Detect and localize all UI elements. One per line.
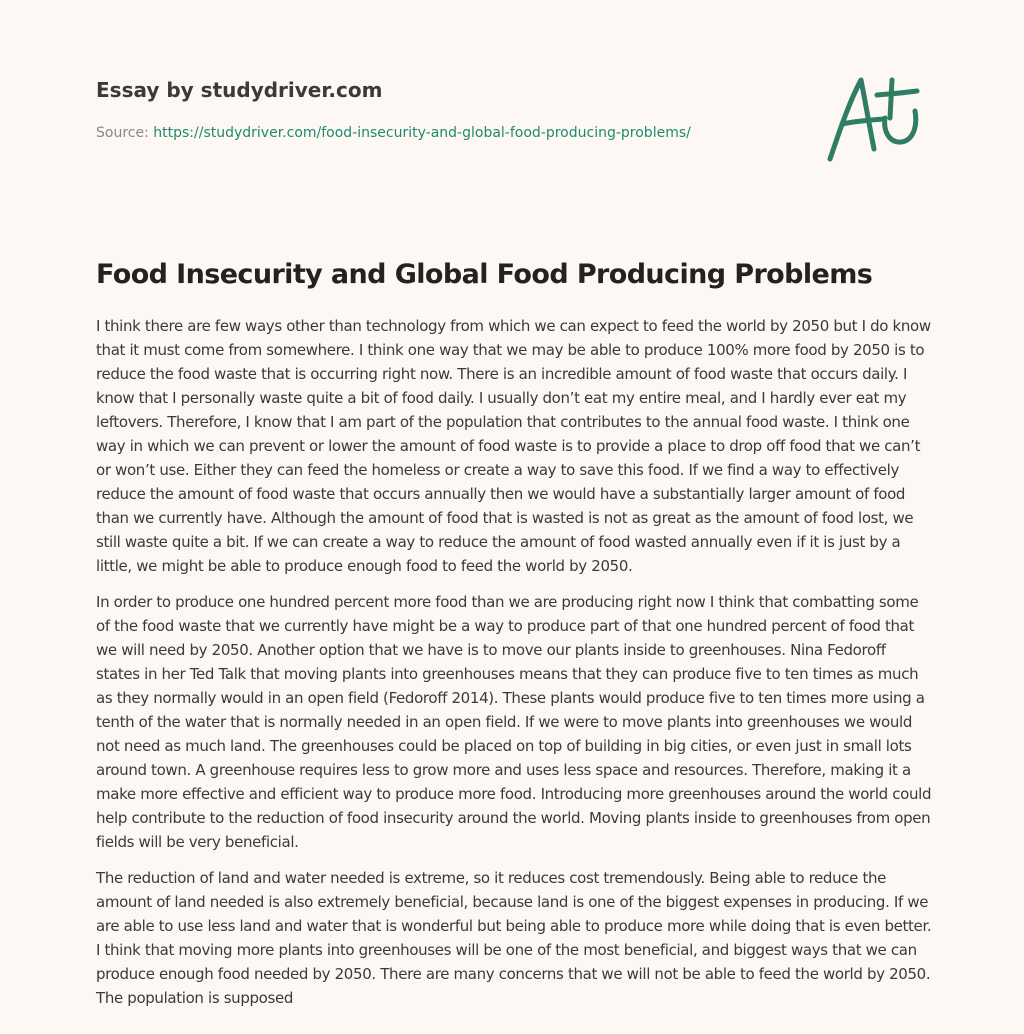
source-line: [96, 123, 796, 143]
essay-paragraph: The reduction of land and water needed is extreme, so it reduces cost tremendously. Being able to reduce the amount of land needed is also extremely beneficial, because land is one of the biggest expenses in producing. If we are able to use less land and water that is wonderful but being able to produce more while doing that is even better. I think that moving more plants into greenhouses will be one of the most beneficial, and biggest ways that we can produce enough food needed by 2050. There are many concerns that we will not be able to feed the world by 2050. The population is supposed: [96, 869, 932, 1007]
source-label: Source:: [96, 125, 149, 141]
brand-title: Essay by studydriver.com: [96, 78, 383, 102]
essay-body: [96, 314, 932, 1022]
essay-title: Food Insecurity and Global Food Producing Problems: [96, 259, 873, 290]
essay-paragraph: I think there are few ways other than technology from which we can expect to feed the world by 2050 but I do know that it must come from somewhere. I think one way that we may be able to produce 100% more food by 2050 is to reduce the food waste that is occurring right now. There is an incredible amount of food waste that occurs daily. I know that I personally waste quite a bit of food daily. I usually don’t eat my entire meal, and I hardly ever eat my leftovers. Therefore, I know that I am part of the population that contributes to the annual food waste. I think one way in which we can prevent or lower the amount of food waste is to provide a place to drop off food that we can’t or won’t use. Either they can feed the homeless or create a way to save this food. If we find a way to effectively reduce the amount of food waste that occurs annually then we would have a substantially larger amount of food than we currently have. Although the amount of food that is wasted is not as great as the amount of food lost, we still waste quite a bit. If we can create a way to reduce the amount of food wasted annually even if it is just by a little, we might be able to produce enough food to feed the world by 2050.: [96, 317, 931, 575]
source-link[interactable]: https://studydriver.com/food-insecurity-and-global-food-producing-problems/: [153, 125, 691, 141]
a-plus-grade-icon: [820, 66, 930, 166]
essay-paragraph: In order to produce one hundred percent more food than we are producing right now I think that combatting some of the food waste that we currently have might be a way to produce part of that one hundred percent of food that we will need by 2050. Another option that we have is to move our plants inside to greenhouses. Nina Fedoroff states in her Ted Talk that moving plants into greenhouses means that they can produce five to ten times as much as they normally would in an open field (Fedoroff 2014). These plants would produce five to ten times more using a tenth of the water that is normally needed in an open field. If we were to move plants into greenhouses we would not need as much land. The greenhouses could be placed on top of building in big cities, or even just in small lots around town. A greenhouse requires less to grow more and uses less space and resources. Therefore, making it a make more effective and efficient way to produce more food. Introducing more greenhouses around the world could help contribute to the reduction of food insecurity around the world. Moving plants inside to greenhouses from open fields will be very beneficial.: [96, 593, 932, 851]
essay-header: [96, 76, 796, 143]
